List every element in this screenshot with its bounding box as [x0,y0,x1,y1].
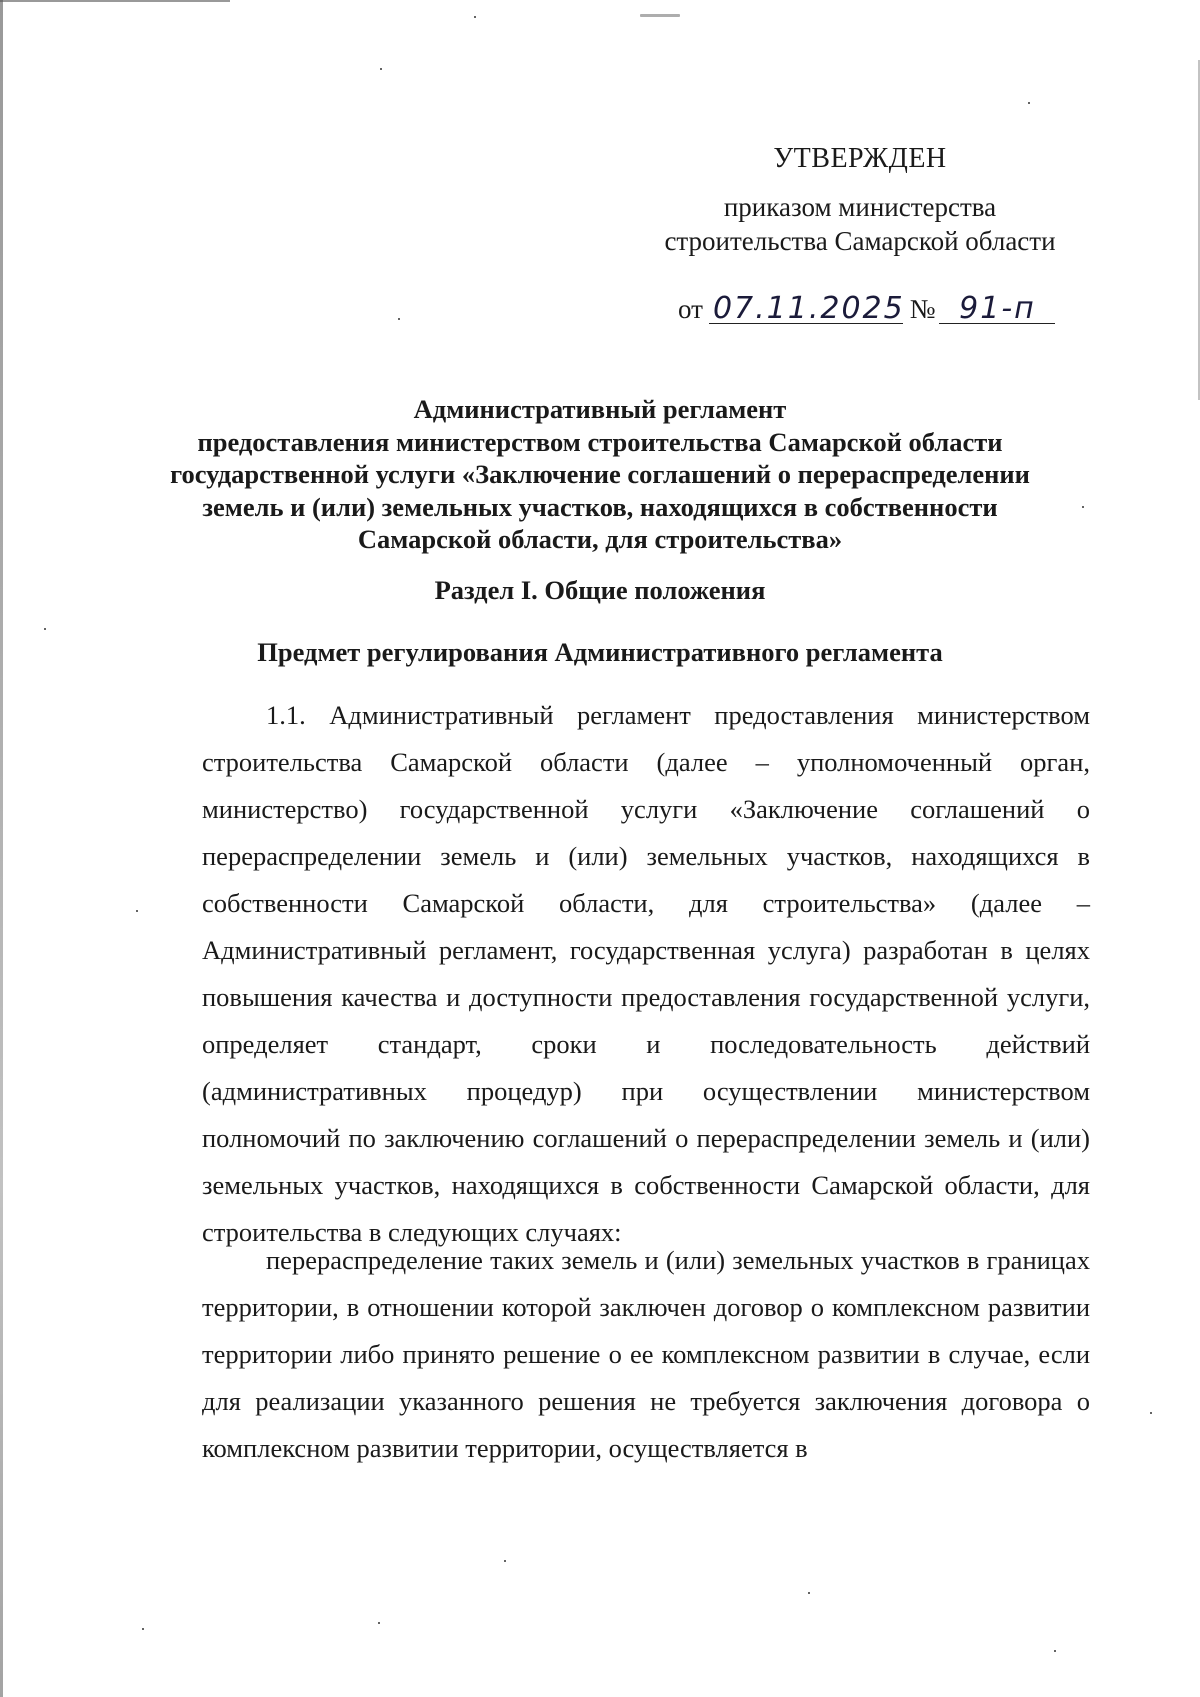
approval-status: УТВЕРЖДЕН [773,143,947,174]
scan-speck [1028,102,1030,104]
subsection-heading: Предмет регулирования Административного регламента [257,637,943,667]
scan-speck [44,628,46,630]
scan-speck [504,1560,506,1562]
body-paragraph: перераспределение таких земель и (или) земельных участков в границах территории, в отношении которой заключен договор о комплексном развитии территории либо принято решение о ее комплексном развитии в случае, если для реализации указанного решения не требуется заключения договора о комплексном развитии территории, осуществляется в [202,1245,1090,1463]
scan-speck [378,1622,380,1624]
approval-authority-line: приказом министерства [723,192,997,222]
document-title-line: Самарской области, для строительства» [357,524,843,554]
approval-authority [640,190,1080,258]
scan-speck [474,16,476,18]
scan-speck [136,910,138,912]
order-number-label: № [909,294,936,324]
scan-speck [380,68,382,70]
scan-speck [142,1628,144,1630]
scan-speck [1054,1650,1056,1652]
scan-speck [398,318,400,320]
scan-speck [1150,1412,1152,1414]
body-paragraph: 1.1. Административный регламент предоставления министерством строительства Самарской области (далее – уполномоченный орган, министерство) государственной услуги «Заключение соглашений о перераспределении земель и (или) земельных участков, находящихся в собственности Самарской области, для строительства» (далее – Административный регламент, государственная услуга) разработан в целях повышения качества и доступности предоставления государственной услуги, определяет стандарт, сроки и последовательность действий (административных процедур) при осуществлении министерством полномочий по заключению соглашений о перераспределении земель и (или) земельных участков, находящихся в собственности Самарской области, для строительства в следующих случаях: [202,700,1090,1247]
scan-speck [1082,506,1084,508]
order-date-prefix: от [678,294,703,324]
section-heading: Раздел I. Общие положения [434,575,766,605]
document-title-line: предоставления министерством строительства Самарской области [197,426,1003,457]
body-paragraph-block [202,692,1090,1256]
order-number-handwritten: 91-п [939,295,1055,324]
body-paragraph-block [202,1237,1090,1472]
scan-edge-top [0,0,230,2]
scan-speck [640,14,680,17]
document-title-line: Административный регламент [413,394,787,424]
scan-edge-left [0,0,3,1697]
document-title-line: земель и (или) земельных участков, находящихся в собственности [202,491,998,522]
order-line [678,291,1055,326]
order-date-handwritten: 07.11.2025 [709,295,903,324]
document-title [120,393,1080,556]
approval-authority-line: строительства Самарской области [664,226,1056,256]
scan-speck [808,1592,810,1594]
document-title-line: государственной услуги «Заключение соглашений о перераспределении [170,459,1030,489]
